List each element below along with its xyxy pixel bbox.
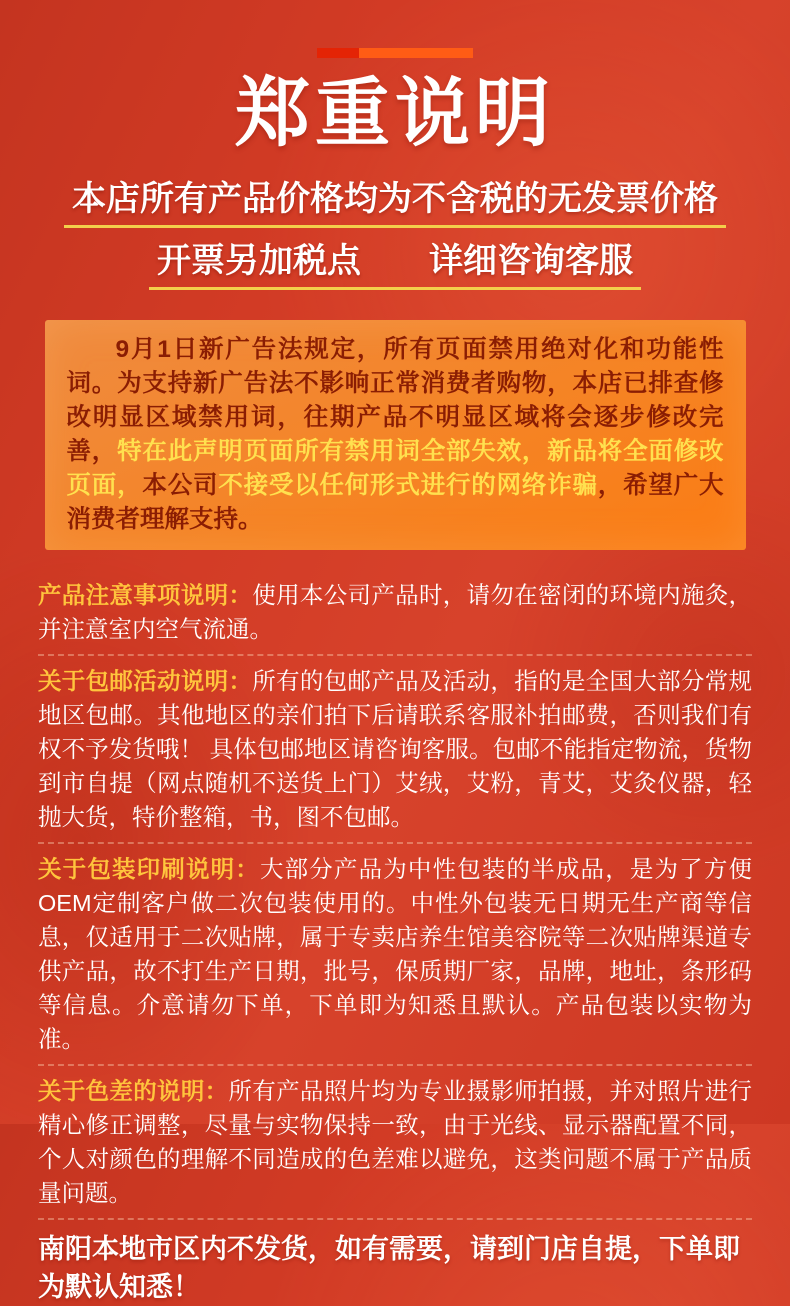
section-free-shipping-body: 所有的包邮产品及活动，指的是全国大部分常规地区包邮。其他地区的亲们拍下后请联系客服补拍邮费，否则我们有权不予发货哦！ 具体包邮地区请咨询客服。包邮不能指定物流，货物到市自提（网点随机不送货上门）艾绒，艾粉，青艾，艾灸仪器，轻抛大货，特价整箱，书，图不包邮。 bbox=[38, 668, 753, 830]
promo-notice-page bbox=[0, 48, 790, 1302]
page-title: 郑重说明 bbox=[234, 71, 555, 155]
section-packaging-print-body: 大部分产品为中性包装的半成品，是为了方便OEM定制客户做二次包装使用的。中性外包装无日期无生产商等信息，仅适用于二次贴牌，属于专卖店养生馆美容院等二次贴牌渠道专供产品，故不打生产日期，批号，保质期厂家，品牌，地址，条形码等信息。介意请勿下单，下单即为知悉且默认。产品包装以实物为准。 bbox=[38, 856, 753, 1052]
brand-divider-bar bbox=[317, 48, 473, 58]
section-free-shipping bbox=[38, 656, 752, 842]
section-product-caution-body: 使用本公司产品时，请勿在密闭的环境内施灸，并注意室内空气流通。 bbox=[38, 582, 753, 642]
price-notice-line-2: 开票另加税点 详细咨询客服 bbox=[149, 233, 641, 290]
section-free-shipping-heading: 关于包邮活动说明： bbox=[38, 668, 253, 694]
notice-highlight-text: 不接受以任何形式进行的网络诈骗 bbox=[218, 472, 598, 499]
divider-bar-dark-segment bbox=[317, 48, 359, 58]
section-product-caution-heading: 产品注意事项说明： bbox=[38, 582, 253, 608]
section-color-difference-body: 所有产品照片均为专业摄影师拍摄，并对照片进行精心修正调整，尽量与实物保持一致，由于光线、显示器配置不同，个人对颜色的理解不同造成的色差难以避免，这类问题不属于产品质量问题。 bbox=[38, 1078, 753, 1206]
local-pickup-statement: 南阳本地市区内不发货，如有需要，请到门店自提，下单即为默认知悉！ bbox=[38, 1234, 740, 1302]
section-color-difference bbox=[38, 1066, 752, 1218]
divider-bar-orange-segment bbox=[359, 48, 473, 58]
section-packaging-print-heading: 关于包装印刷说明： bbox=[38, 856, 260, 882]
ad-law-notice-text bbox=[67, 333, 724, 537]
section-color-difference-heading: 关于色差的说明： bbox=[38, 1078, 229, 1104]
notice-highlight-text: 特在此声明页面所有禁用词全部失效，新品将全面修改页面， bbox=[66, 438, 724, 499]
notice-normal-text: 9月1日新广告法规定，所有页面禁用绝对化和功能性词。为支持新广告法不影响正常消费者购物，本店已排查修改明显区域禁用词，往期产品不明显区域将会逐步修改完善， bbox=[66, 336, 724, 465]
price-notice bbox=[0, 166, 790, 290]
section-packaging-print bbox=[38, 844, 752, 1064]
notice-normal-text: ，希望广大消费者理解支持。 bbox=[66, 472, 724, 533]
section-product-caution bbox=[38, 570, 752, 654]
notes-content bbox=[38, 570, 752, 1306]
ad-law-notice-box bbox=[45, 320, 746, 550]
notice-normal-text: 本公司 bbox=[142, 472, 219, 499]
price-notice-line-1: 本店所有产品价格均为不含税的无发票价格 bbox=[64, 171, 726, 228]
